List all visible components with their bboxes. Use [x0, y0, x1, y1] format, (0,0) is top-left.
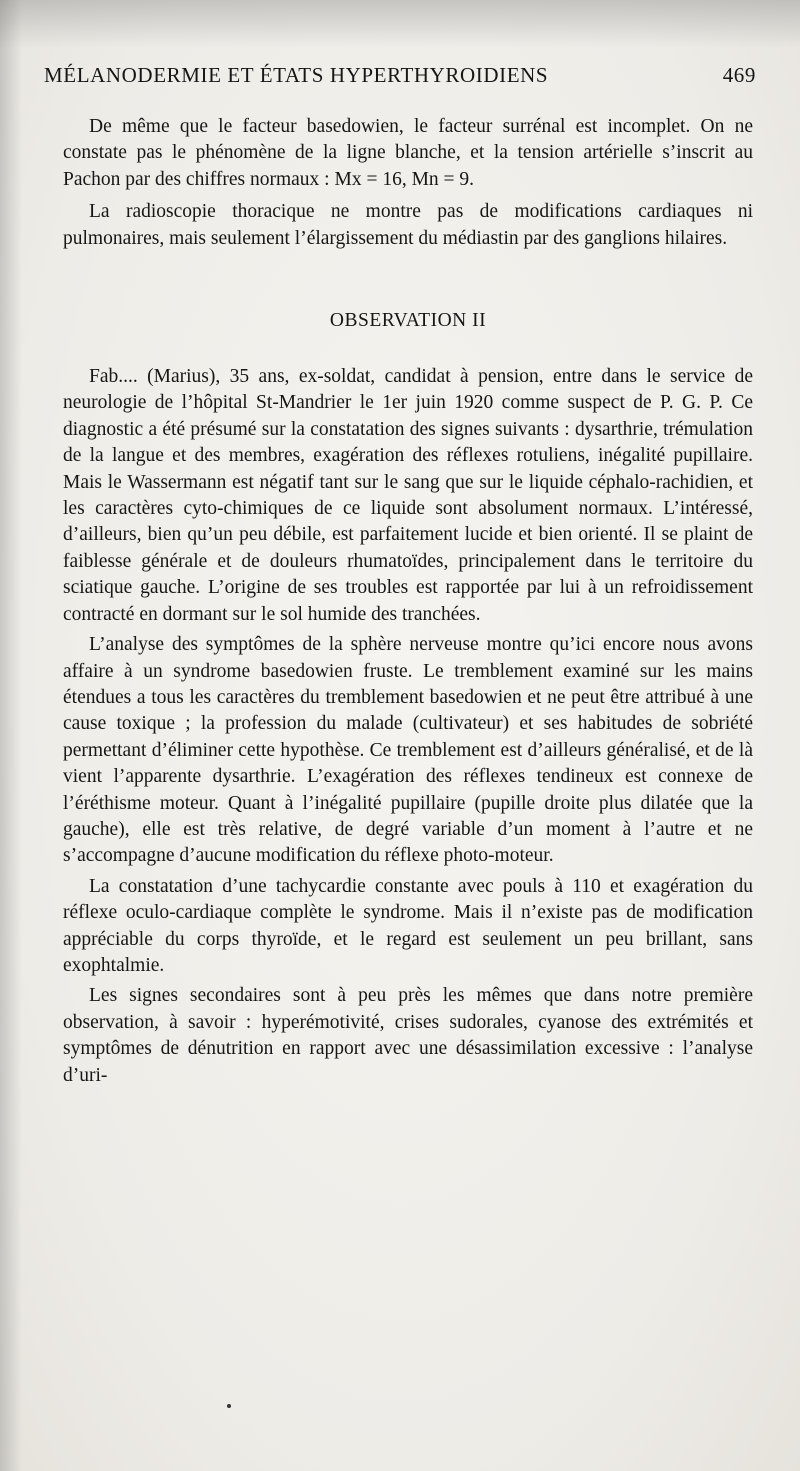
scan-shadow-left — [0, 0, 22, 1471]
body-text — [63, 114, 753, 1089]
section-heading: OBSERVATION II — [329, 310, 487, 332]
page-number: 469 — [722, 63, 756, 87]
ink-speck — [227, 1404, 231, 1408]
scan-shadow-top — [0, 0, 800, 48]
paragraph: L’analyse des symptômes de la sphère nerveuse montre qu’ici encore nous avons affaire à un syndrome basedowien fruste. Le tremblement examiné sur les mains étendues a tous les caractères du tremblement basedowien et ne peut être attribué à une cause toxique ; la profession du malade (cultivateur) et ses habitudes de sobriété permettant d’éliminer cette hypothèse. Ce tremblement est d’ailleurs généralisé, et de là vient l’apparente dysarthrie. L’exagération des réflexes tendineux est connexe de l’éréthisme moteur. Quant à l’inégalité pupillaire (pupille droite plus dilatée que la gauche), elle est très relative, de degré variable d’un moment à l’autre et ne s’accompagne d’aucune modification du réflexe photo-moteur. — [63, 634, 753, 867]
paragraph: Les signes secondaires sont à peu près les mêmes que dans notre première observation, à savoir : hyperémotivité, crises sudorales, cyanose des extrémités et symptômes de dénutrition en rapport avec une désassimilation excessive : l’analyse d’uri- — [63, 985, 753, 1086]
paragraph: La constatation d’une tachycardie constante avec pouls à 110 et exagération du réflexe oculo-cardiaque complète le syndrome. Mais il n’existe pas de modification appréciable du corps thyroïde, et le regard est seulement un peu brillant, sans exophtalmie. — [63, 875, 753, 976]
running-head-title: MÉLANODERMIE ET ÉTATS HYPERTHYROIDIENS — [44, 63, 549, 87]
running-head — [44, 60, 756, 90]
paragraph: De même que le facteur basedowien, le facteur surrénal est incomplet. On ne constate pas le phénomène de la ligne blanche, et la tension artérielle s’inscrit au Pachon par des chiffres normaux : Mx = 16, Mn = 9. — [63, 116, 753, 190]
paragraph: Fab.... (Marius), 35 ans, ex-soldat, candidat à pension, entre dans le service de neurologie de l’hôpital St-Mandrier le 1er juin 1920 comme suspect de P. G. P. Ce diagnostic a été présumé sur la constatation des signes suivants : dysarthrie, trémulation de la langue et des membres, exagération des réflexes rotuliens, inégalité pupillaire. Mais le Wassermann est négatif tant sur le sang que sur le liquide céphalo-rachidien, et les caractères cyto-chimiques de ce liquide sont absolument normaux. L’intéressé, d’ailleurs, bien qu’un peu débile, est parfaitement lucide et bien orienté. Il se plaint de faiblesse générale et de douleurs rhumatoïdes, principalement dans le territoire du sciatique gauche. L’origine de ses troubles est rapportée par lui à un refroidissement contracté en dormant sur le sol humide des tranchées. — [63, 366, 753, 625]
paragraph: La radioscopie thoracique ne montre pas de modifications cardiaques ni pulmonaires, mais seulement l’élargissement du médiastin par des ganglions hilaires. — [63, 201, 753, 249]
